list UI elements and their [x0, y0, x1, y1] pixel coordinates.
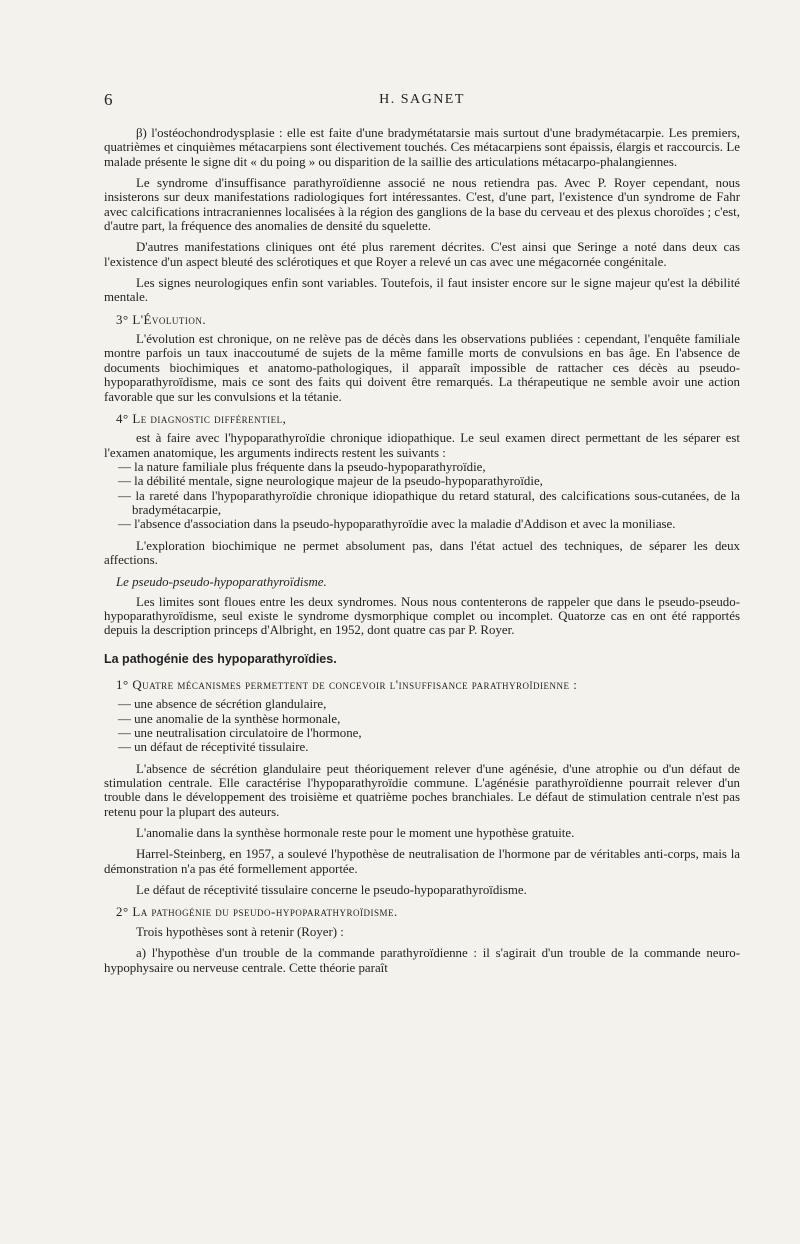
paragraph: L'absence de sécrétion glandulaire peut théoriquement relever d'une agénésie, d'une atrophie ou d'un défaut de stimulation centrale. Elle caractérise l'hypoparathyroïdie commune. L'agénésie parathyroïdienne pourrait relever d'un trouble dans le développement des troisième et quatrième poches branchiales. Le défaut de stimulation centrale n'est pas retenu pour la plupart des auteurs.: [104, 761, 740, 819]
paragraph: L'exploration biochimique ne permet absolument pas, dans l'état actuel des techniques, de séparer les deux affections.: [104, 538, 740, 567]
paragraph: Les limites sont floues entre les deux syndromes. Nous nous contenterons de rappeler que dans le pseudo-pseudo-hypoparathyroïdisme, seul existe le syndrome dysmorphique complet ou incomplet. Quatorze cas en ont été rapportés depuis la description princeps d'Albright, en 1952, dont quatre cas par P. Royer.: [104, 594, 740, 638]
paragraph: Trois hypothèses sont à retenir (Royer) :: [136, 924, 344, 939]
list-item: — une anomalie de la synthèse hormonale,: [118, 711, 341, 726]
subheading-mecanismes: 1° Quatre mécanismes permettent de concevoir l'insuffisance parathyroïdienne :: [116, 678, 578, 692]
list-item: — la débilité mentale, signe neurologique majeur de la pseudo-hypoparathyroïdie,: [118, 474, 543, 489]
running-title: H. SAGNET: [379, 92, 465, 107]
paragraph: est à faire avec l'hypoparathyroïdie chronique idiopathique. Le seul examen direct permettant de les séparer est l'examen anatomique, les arguments indirects restent les suivants :: [104, 431, 740, 460]
page-number: 6: [104, 90, 113, 109]
paragraph: Harrel-Steinberg, en 1957, a soulevé l'hypothèse de neutralisation de l'hormone par de véritables anti-corps, mais la démonstration n'a pas été formellement apportée.: [104, 847, 740, 876]
list-item: — une neutralisation circulatoire de l'hormone,: [118, 726, 362, 741]
paragraph: β) l'ostéochondrodysplasie : elle est faite d'une bradymétatarsie mais surtout d'une bradymétacarpie. Les premiers, quatrièmes et cinquièmes métacarpiens sont électivement touchés. Ces métacarpiens sont épaissis, élargis et raccourcis. Le malade présente le signe dit « du poing » ou disparition de la saillie des articulations métacarpo-phalangiennes.: [104, 126, 740, 169]
subheading-evolution: 3° L'Évolution.: [116, 312, 207, 327]
paragraph: Les signes neurologiques enfin sont variables. Toutefois, il faut insister encore sur le signe majeur qu'est la débilité mentale.: [104, 276, 740, 305]
paragraph: L'anomalie dans la synthèse hormonale reste pour le moment une hypothèse gratuite.: [136, 826, 575, 841]
subheading-pathogenie: 2° La pathogénie du pseudo-hypoparathyroïdisme.: [116, 905, 398, 920]
paragraph: a) l'hypothèse d'un trouble de la commande parathyroïdienne : il s'agirait d'un trouble de la commande neuro-hypophysaire ou nerveuse centrale. Cette théorie paraît: [104, 946, 740, 975]
body-text: [104, 126, 740, 975]
subheading-pseudo-pseudo: Le pseudo-pseudo-hypoparathyroïdisme.: [116, 575, 327, 590]
list-item: — la nature familiale plus fréquente dans la pseudo-hypoparathyroïdie,: [118, 459, 486, 474]
list-item: — une absence de sécrétion glandulaire,: [118, 697, 327, 712]
subheading-diagnostic: 4° Le diagnostic différentiel,: [116, 411, 287, 426]
paragraph: Le syndrome d'insuffisance parathyroïdienne associé ne nous retiendra pas. Avec P. Royer cependant, nous insisterons sur deux manifestations radiologiques fort intéressantes. C'est, d'une part, l'existence d'un syndrome de Fahr avec calcifications intracraniennes localisées à la région des ganglions de la base du cerveau et des plexus choroïdes ; c'est, d'autre part, la fréquence des anomalies de densité du squelette.: [104, 176, 740, 234]
running-header: [104, 90, 740, 110]
paragraph: D'autres manifestations cliniques ont été plus rarement décrites. C'est ainsi que Seringe a noté dans deux cas l'existence d'un aspect bleuté des sclérotiques et que Royer a relevé un cas avec une mégacornée congénitale.: [104, 240, 740, 269]
paragraph: Le défaut de réceptivité tissulaire concerne le pseudo-hypoparathyroïdisme.: [136, 883, 527, 898]
section-title: La pathogénie des hypoparathyroïdies.: [104, 651, 337, 666]
paragraph: L'évolution est chronique, on ne relève pas de décès dans les observations publiées : cependant, l'enquête familiale montre parfois un taux inaccoutumé de sujets de la même famille morts de convulsions en bas âge. En l'absence de documents biochimiques et anatomo-pathologiques, il apparaît impossible de rattacher ces décès au pseudo-hypoparathyroïdisme, mais ce sont des faits qui doivent être remarqués. La thérapeutique ne semble avoir une action favorable que sur les convulsions et la tétanie.: [104, 332, 740, 404]
list-item: — la rareté dans l'hypoparathyroïdie chronique idiopathique du retard statural, des calcifications sous-cutanées, de la bradymétacarpie,: [118, 488, 740, 517]
list-item: — l'absence d'association dans la pseudo-hypoparathyroïdie avec la maladie d'Addison et avec la moniliase.: [118, 517, 676, 532]
list-item: — un défaut de réceptivité tissulaire.: [118, 740, 309, 755]
